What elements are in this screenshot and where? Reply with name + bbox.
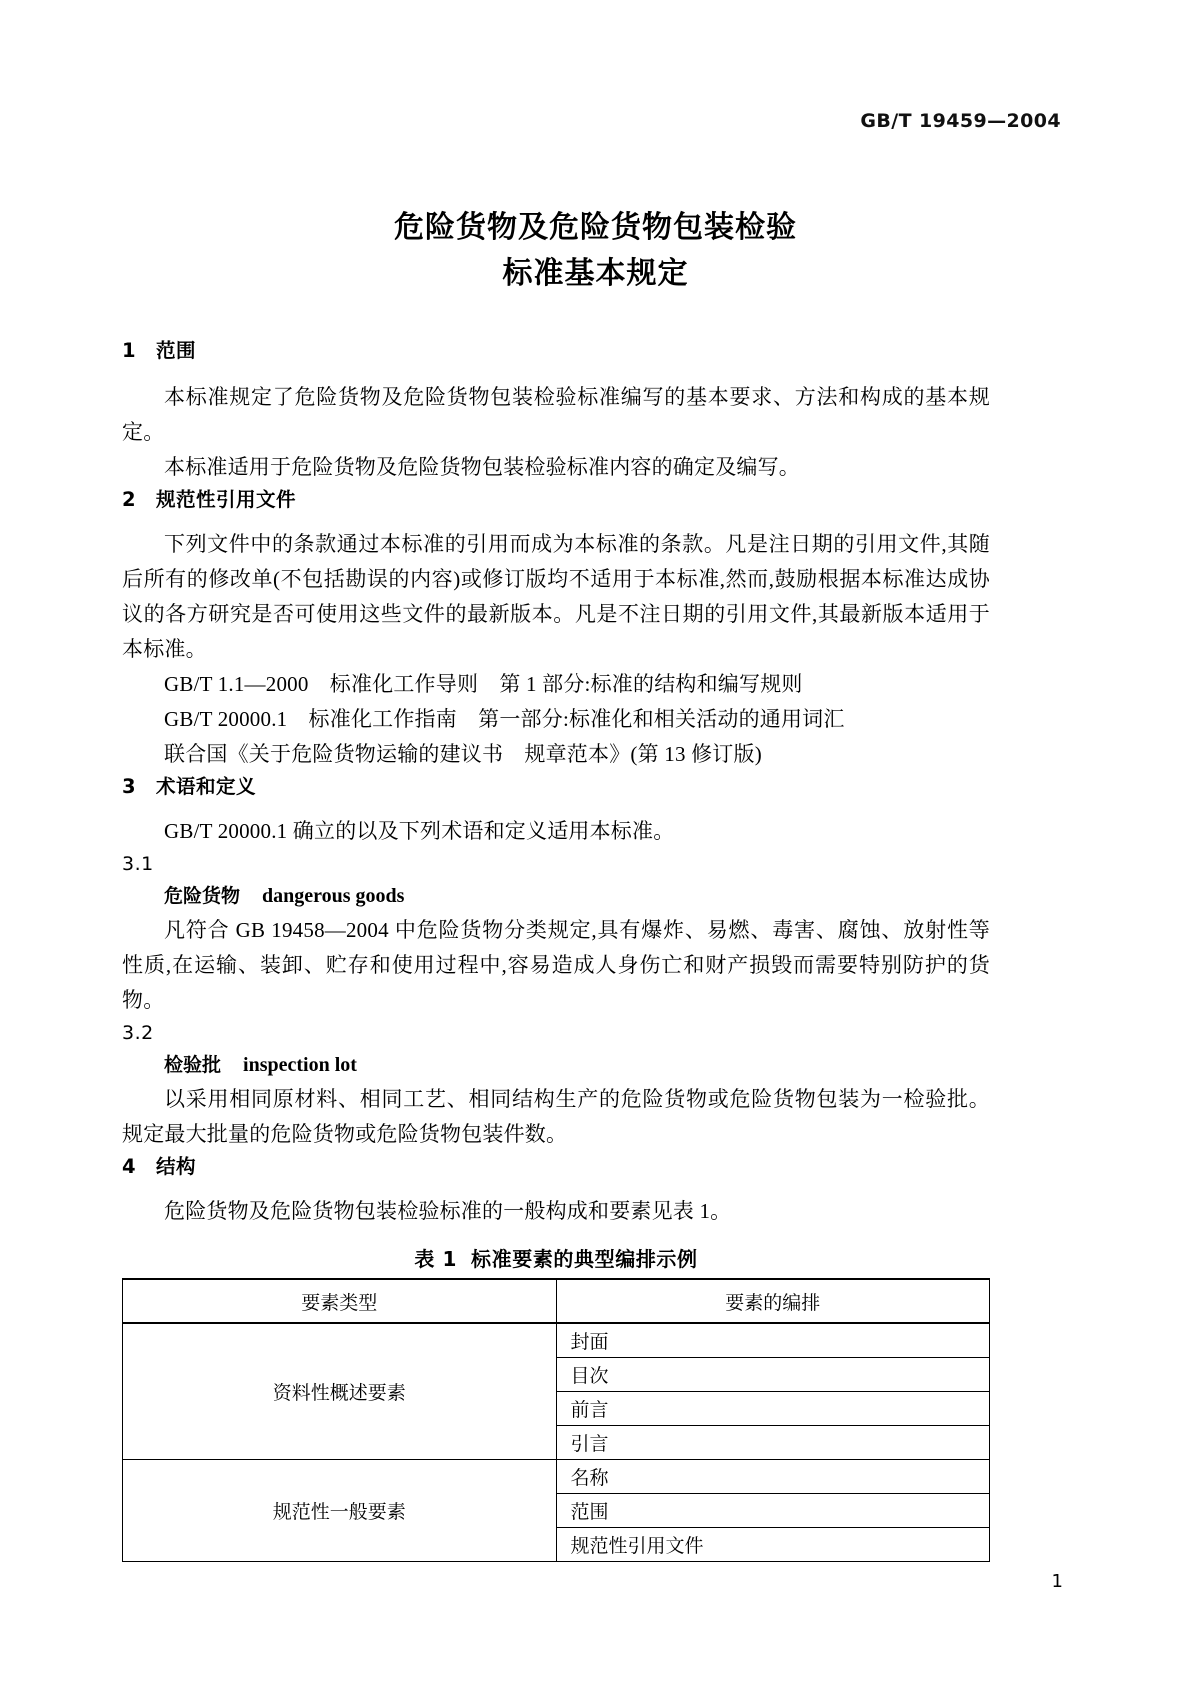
table-cell-item: 范围 [556,1494,990,1528]
table-cell-item: 封面 [556,1323,990,1358]
page-number: 1 [1051,1571,1063,1592]
section-1-paragraph-2: 本标准适用于危险货物及危险货物包装检验标准内容的确定及编写。 [164,455,800,479]
table-cell-category-normative-general: 规范性一般要素 [123,1460,557,1562]
table-caption-text: 标准要素的典型编排示例 [471,1247,698,1271]
section-title-4: 结构 [156,1155,197,1178]
table-row [123,1460,990,1494]
section-number-3: 3 [122,775,137,798]
section-title-1: 范围 [156,339,197,362]
table-row [123,1323,990,1358]
section-4-paragraph-1: 危险货物及危险货物包装检验标准的一般构成和要素见表 1。 [164,1199,732,1223]
section-2-paragraph-1: 下列文件中的条款通过本标准的引用而成为本标准的条款。凡是注日期的引用文件,其随后所有的修改单(不包括勘误的内容)或修订版均不适用于本标准,然而,鼓励根据本标准达成协议的各方研究是否可使用这些文件的最新版本。凡是不注日期的引用文件,其最新版本适用于本标准。 [122,532,990,661]
term-definition-3-2: 以采用相同原材料、相同工艺、相同结构生产的危险货物或危险货物包装为一检验批。规定最大批量的危险货物或危险货物包装件数。 [122,1087,990,1146]
section-title-2: 规范性引用文件 [156,488,297,511]
term-name-cn-3-2: 检验批 [164,1054,222,1076]
table-cell-category-informative: 资料性概述要素 [123,1323,557,1460]
table-caption [122,1243,990,1272]
section-number-2: 2 [122,488,137,511]
document-body [122,336,990,1562]
table-body [123,1323,990,1562]
section-3-paragraph-1: GB/T 20000.1 确立的以及下列术语和定义适用本标准。 [164,819,675,843]
column-header-element-arrangement: 要素的编排 [556,1279,990,1323]
document-title-line-2: 标准基本规定 [502,256,689,291]
standard-elements-table [122,1278,990,1562]
running-header-standard-code: GB/T 19459—2004 [860,110,1061,132]
clause-number-3-1: 3.1 [122,853,154,875]
table-caption-label: 表 1 [414,1247,458,1271]
section-number-1: 1 [122,339,137,362]
section-heading-4 [122,1152,990,1182]
document-title-line-1: 危险货物及危险货物包装检验 [394,210,797,245]
table-cell-item: 引言 [556,1426,990,1460]
table-cell-item: 名称 [556,1460,990,1494]
column-header-element-type: 要素类型 [123,1279,557,1323]
section-title-3: 术语和定义 [156,775,257,798]
section-heading-3 [122,772,990,802]
table-header-row [123,1279,990,1323]
section-heading-1 [122,336,990,366]
table-cell-item: 目次 [556,1358,990,1392]
table-header [123,1279,990,1323]
term-entry-3-1 [122,880,990,913]
normative-reference-3: 联合国《关于危险货物运输的建议书 规章范本》(第 13 修订版) [164,742,762,766]
normative-reference-2: GB/T 20000.1 标准化工作指南 第一部分:标准化和相关活动的通用词汇 [164,707,845,731]
term-definition-3-1: 凡符合 GB 19458—2004 中危险货物分类规定,具有爆炸、易燃、毒害、腐蚀、放射性等性质,在运输、装卸、贮存和使用过程中,容易造成人身伤亡和财产损毁而需要特别防护的货物。 [122,918,990,1012]
section-1-paragraph-1: 本标准规定了危险货物及危险货物包装检验标准编写的基本要求、方法和构成的基本规定。 [122,385,990,444]
term-entry-3-2 [122,1049,990,1082]
term-name-cn-3-1: 危险货物 [164,885,241,907]
clause-number-3-2: 3.2 [122,1022,154,1044]
term-name-en-3-1: dangerous goods [262,885,405,907]
table-cell-item: 前言 [556,1392,990,1426]
table-cell-item: 规范性引用文件 [556,1528,990,1562]
normative-reference-1: GB/T 1.1—2000 标准化工作导则 第 1 部分:标准的结构和编写规则 [164,672,803,696]
term-name-en-3-2: inspection lot [243,1054,357,1076]
section-number-4: 4 [122,1155,137,1178]
document-title [0,205,1191,297]
section-heading-2 [122,485,990,515]
